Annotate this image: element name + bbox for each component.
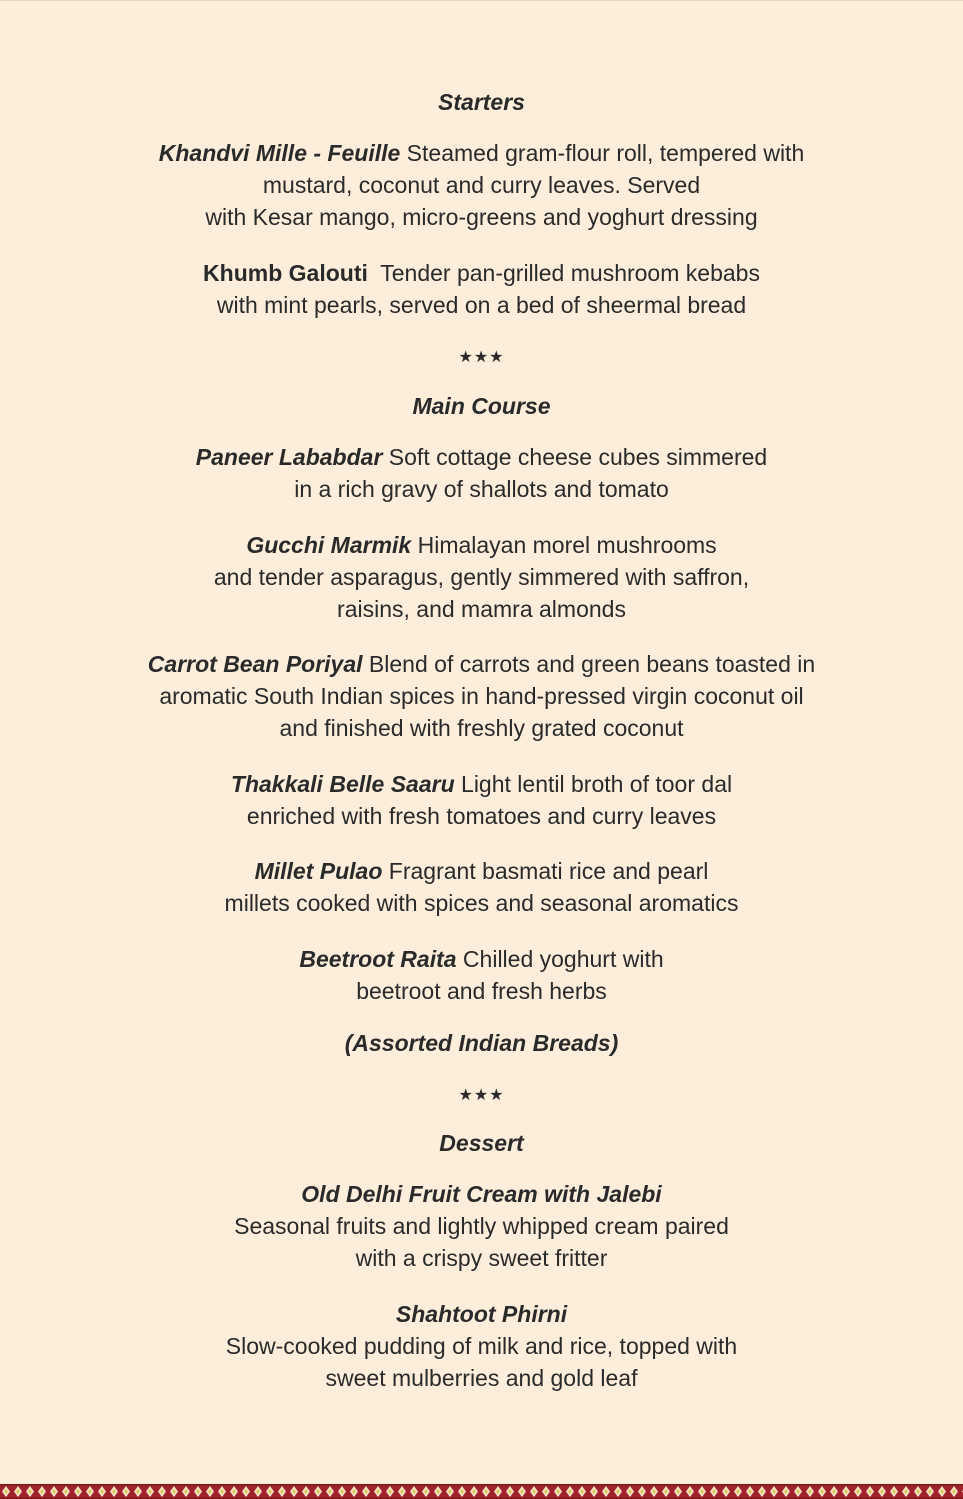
dish-description: beetroot and fresh herbs bbox=[356, 978, 607, 1004]
breads-note: (Assorted Indian Breads) bbox=[344, 1030, 619, 1056]
menu-item-line bbox=[0, 257, 963, 289]
dish-description: and finished with freshly grated coconut bbox=[279, 715, 684, 741]
dish-description: Seasonal fruits and lightly whipped cream paired bbox=[234, 1213, 729, 1239]
top-rule bbox=[0, 0, 963, 1]
dish-description: Fragrant basmati rice and pearl bbox=[382, 858, 709, 884]
dish-name-gucchi-marmik: Gucchi Marmik bbox=[246, 532, 412, 558]
dish-name-shahtoot-phirni: Shahtoot Phirni bbox=[395, 1301, 568, 1327]
menu-item-line bbox=[0, 943, 963, 975]
dish-name-paneer-lababdar: Paneer Lababdar bbox=[195, 444, 383, 470]
menu-item-line bbox=[0, 855, 963, 887]
dish-description: sweet mulberries and gold leaf bbox=[325, 1365, 638, 1391]
dish-description: in a rich gravy of shallots and tomato bbox=[294, 476, 669, 502]
dish-description: Himalayan morel mushrooms bbox=[411, 532, 717, 558]
dish-name-old-delhi-fruit-cream: Old Delhi Fruit Cream with Jalebi bbox=[301, 1181, 662, 1207]
menu-item-line bbox=[0, 648, 963, 680]
section-heading-dessert: Dessert bbox=[439, 1130, 524, 1156]
dish-name-millet-pulao: Millet Pulao bbox=[254, 858, 383, 884]
dish-description: millets cooked with spices and seasonal aromatics bbox=[224, 890, 739, 916]
dish-description: with a crispy sweet fritter bbox=[355, 1245, 608, 1271]
dish-description: Chilled yoghurt with bbox=[456, 946, 664, 972]
dish-description: raisins, and mamra almonds bbox=[337, 596, 626, 622]
section-heading-main-course: Main Course bbox=[412, 393, 551, 419]
separator-stars: ★★★ bbox=[458, 1087, 505, 1104]
dish-name-khandvi: Khandvi Mille - Feuille bbox=[158, 140, 401, 166]
separator-stars: ★★★ bbox=[458, 349, 505, 366]
dish-description: Steamed gram-flour roll, tempered with bbox=[400, 140, 805, 166]
menu-item-line bbox=[0, 529, 963, 561]
decorative-border-strip bbox=[0, 1484, 963, 1499]
dish-description: with mint pearls, served on a bed of sheermal bread bbox=[216, 292, 747, 318]
menu-item-line bbox=[0, 137, 963, 169]
dish-description: mustard, coconut and curry leaves. Served bbox=[262, 172, 701, 198]
dish-description: Slow-cooked pudding of milk and rice, topped with bbox=[225, 1333, 738, 1359]
dish-name-carrot-bean-poriyal: Carrot Bean Poriyal bbox=[147, 651, 363, 677]
dish-name-thakkali-belle-saaru: Thakkali Belle Saaru bbox=[230, 771, 455, 797]
dish-description: and tender asparagus, gently simmered with saffron, bbox=[213, 564, 750, 590]
dish-description: Blend of carrots and green beans toasted in bbox=[362, 651, 816, 677]
section-heading-starters: Starters bbox=[438, 89, 525, 115]
menu-item-line bbox=[0, 441, 963, 473]
menu-item-line bbox=[0, 768, 963, 800]
dish-name-khumb-galouti: Khumb Galouti bbox=[203, 260, 368, 286]
dish-description: aromatic South Indian spices in hand-pressed virgin coconut oil bbox=[159, 683, 804, 709]
dish-description: with Kesar mango, micro-greens and yoghurt dressing bbox=[205, 204, 758, 230]
dish-description: enriched with fresh tomatoes and curry leaves bbox=[246, 803, 717, 829]
dish-description: Light lentil broth of toor dal bbox=[454, 771, 733, 797]
dish-name-beetroot-raita: Beetroot Raita bbox=[299, 946, 457, 972]
dish-description: Soft cottage cheese cubes simmered bbox=[382, 444, 768, 470]
dish-description: Tender pan-grilled mushroom kebabs bbox=[367, 260, 760, 286]
